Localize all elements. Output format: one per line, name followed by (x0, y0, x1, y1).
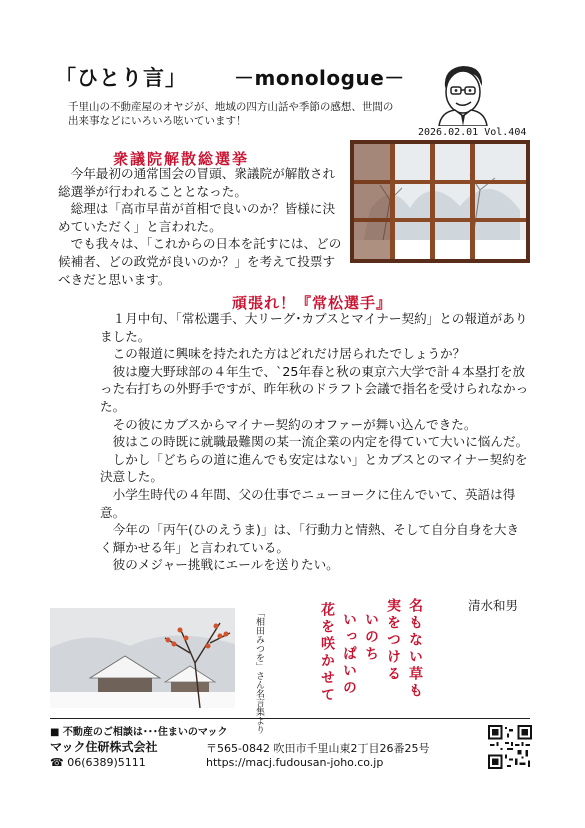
article2-paragraph: 彼はこの時既に就職最難関の某一流企業の内定を得ていて大いに悩んだ。 (112, 434, 529, 450)
qr-code-icon[interactable] (488, 725, 532, 769)
title-english: －monologue－ (234, 66, 405, 90)
company-name: マック住研株式会社 (50, 740, 158, 754)
snow-village-persimmon-photo (50, 608, 235, 708)
article2-paragraph: しかし「どちらの道に進んでも安定はない」とカブスとのマイナー契約を決意した。 (100, 451, 528, 485)
article1-paragraph: 今年最初の通常国会の冒頭、衆議院が解散され総選挙が行われることとなった。 (58, 166, 336, 199)
title-japanese: 「ひとり言」 (55, 66, 187, 90)
company-phone: ☎ 06(6389)5111 (50, 756, 146, 769)
poem-line: 花を咲かせて (319, 602, 335, 704)
article2-paragraph: その彼にカブスからマイナー契約のオファーが舞い込んできた。 (112, 416, 477, 432)
article1-heading: 衆議院解散総選挙 (113, 150, 250, 168)
poem-line: いっぱいの (341, 612, 357, 697)
company-url[interactable]: https://macj.fudousan-joho.co.jp (206, 756, 384, 769)
company-address: 〒565-0842 吹田市千里山東2丁目26番25号 (206, 742, 430, 755)
poem-line: 実をつける (385, 598, 401, 683)
article2-paragraph: 今年の「丙午(ひのえうま)」は、「行動力と情熱、そして自分自身を大きく輝かせる年」と言われている。 (100, 522, 520, 555)
article2-paragraph: この報道に興味を持たれた方はどれだけ居られたでしょうか？ (112, 346, 466, 362)
footer-tagline: ■ 不動産のご相談は･･･住まいのマック (50, 727, 228, 738)
article1-body (58, 165, 342, 288)
snow-window-photo (350, 140, 530, 263)
article2-paragraph: 彼のメジャー挑戦にエールを送りたい。 (112, 557, 339, 573)
article2-paragraph: 小学生時代の４年間、父の仕事でニューヨークに住んでいて、英語は得意。 (100, 486, 516, 520)
subtitle: 千里山の不動産屋のオヤジが、地域の四方山話や季節の感想、世間の出来事などにいろいろ呟いています！ (68, 101, 394, 127)
author-portrait-icon (433, 60, 493, 126)
article2-body (100, 310, 530, 574)
poem-line: いのち (363, 612, 379, 663)
poem (265, 598, 425, 708)
author-name: 清水和男 (468, 598, 519, 613)
article2-heading: 頑張れ！『常松選手』 (232, 294, 393, 312)
article1-paragraph: 総理は「高市早苗が首相で良いのか？皆様に決めていただく」と言われた。 (58, 201, 336, 234)
poem-credit: 「相田みつを」さん名言集より (254, 608, 264, 734)
article1-paragraph: でも我々は、「これからの日本を託すには、どの候補者、どの政党が良いのか？」を考えて投票すべきだと思います。 (58, 236, 342, 287)
issue-number: 2026.02.01 Vol.404 (418, 127, 527, 138)
footer-divider (50, 718, 530, 719)
poem-line: 名もない草も (407, 598, 423, 700)
article2-paragraph: １月中旬、「常松選手、大リーグ･カブスとマイナー契約」との報道がありました。 (100, 311, 528, 344)
article2-paragraph: 彼は慶大野球部の４年生で、`25年春と秋の東京六大学で計４本塁打を放った右打ちの外野手ですが、昨年秋のドラフト会議で指名を受けられなかった。 (100, 363, 529, 414)
